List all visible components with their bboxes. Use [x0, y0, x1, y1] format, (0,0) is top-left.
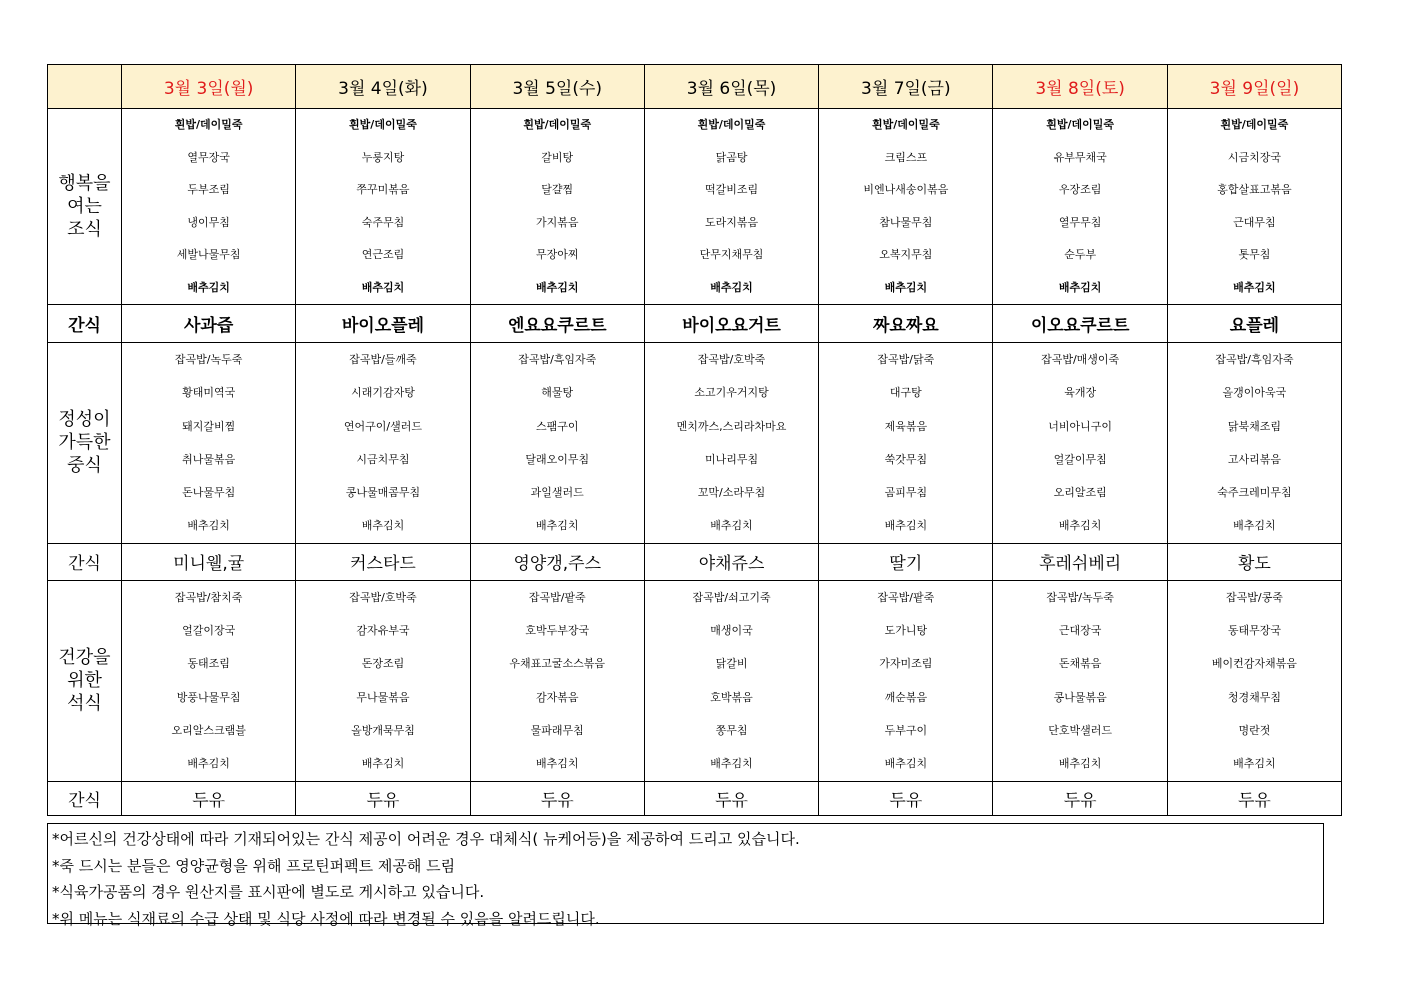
menu-item: 오복지무침 — [879, 248, 933, 261]
menu-item: 배추김치 — [361, 519, 405, 533]
menu-item: 비엔나새송이볶음 — [863, 183, 949, 196]
menu-item: 흰밥/데이밀죽 — [1220, 118, 1289, 131]
menu-cell — [644, 580, 818, 781]
menu-item: 우장조림 — [1058, 183, 1102, 196]
menu-item: 잡곡밥/녹두죽 — [1046, 590, 1114, 604]
snack-cell: 두유 — [296, 781, 470, 815]
breakfast-row — [48, 109, 1342, 305]
menu-item: 미나리무침 — [704, 452, 759, 466]
menu-cell — [122, 580, 296, 781]
menu-cell — [1167, 580, 1341, 781]
menu-item: 잡곡밥/콩죽 — [1226, 590, 1283, 604]
menu-item: 잡곡밥/매생이죽 — [1041, 353, 1120, 366]
snack-row-lunch — [48, 543, 1342, 580]
menu-item: 흰밥/데이밀죽 — [174, 118, 243, 131]
menu-item: 참나물무침 — [879, 215, 933, 229]
snack-cell: 두유 — [819, 781, 993, 815]
menu-item: 흰밥/데이밀죽 — [1046, 118, 1115, 131]
menu-item: 열무무침 — [1058, 215, 1102, 229]
lunch-row — [48, 343, 1342, 544]
snack-cell: 엔요요쿠르트 — [470, 305, 644, 343]
snack-cell: 두유 — [1167, 781, 1341, 815]
menu-cell — [122, 109, 296, 305]
menu-item: 배추김치 — [1233, 280, 1276, 294]
menu-item: 육개장 — [1064, 386, 1097, 400]
row-label-line: 행복을 — [58, 173, 111, 194]
snack-cell: 두유 — [644, 781, 818, 815]
menu-item: 매생이국 — [710, 624, 753, 638]
menu-item: 닭북채조림 — [1227, 419, 1281, 433]
menu-item: 배추김치 — [1233, 757, 1276, 771]
menu-item: 가지볶음 — [535, 215, 579, 229]
menu-item: 배추김치 — [710, 280, 753, 294]
menu-item: 시금치무침 — [356, 452, 410, 466]
menu-item: 근대장국 — [1058, 624, 1102, 638]
dinner-label — [48, 580, 122, 781]
snack-cell: 이오요쿠르트 — [993, 305, 1167, 343]
menu-item: 유부무채국 — [1053, 150, 1107, 164]
notes-box — [47, 823, 1324, 928]
snack-cell: 미니웰,귤 — [122, 543, 296, 580]
menu-item: 열무장국 — [187, 150, 230, 164]
menu-item: 달래오이무침 — [525, 452, 590, 466]
menu-item: 단무지채무침 — [699, 248, 764, 261]
menu-item: 배추김치 — [1058, 280, 1102, 294]
menu-cell — [1167, 109, 1341, 305]
menu-item: 오리알조림 — [1053, 486, 1107, 500]
menu-item: 숙주무침 — [361, 215, 405, 229]
menu-item: 너비아니구이 — [1048, 419, 1113, 433]
snack-label: 간식 — [48, 543, 122, 580]
menu-item: 잡곡밥/호박죽 — [697, 353, 766, 366]
menu-item: 배추김치 — [1058, 519, 1102, 533]
menu-cell — [993, 580, 1167, 781]
menu-item: 순두부 — [1064, 248, 1097, 261]
snack-cell: 야채쥬스 — [644, 543, 818, 580]
menu-item: 배추김치 — [884, 280, 928, 294]
menu-item: 크림스프 — [884, 150, 928, 164]
row-label-line: 조식 — [67, 219, 102, 240]
menu-item: 곰피무침 — [884, 486, 928, 500]
lunch-label — [48, 343, 122, 544]
menu-item: 돈장조림 — [361, 657, 405, 671]
menu-item: 흰밥/데이밀죽 — [697, 118, 766, 131]
row-label-line: 건강을 — [58, 647, 111, 669]
menu-cell — [819, 109, 993, 305]
snack-row-morning — [48, 305, 1342, 343]
day-header: 3월 7일(금) — [819, 65, 993, 109]
menu-item: 무장아찌 — [535, 248, 579, 261]
menu-item: 호박두부장국 — [525, 624, 590, 638]
menu-item: 가자미조림 — [879, 657, 933, 671]
menu-item: 잡곡밥/흑임자죽 — [518, 353, 597, 366]
menu-item: 쭈꾸미볶음 — [356, 183, 410, 196]
menu-item: 취나물볶음 — [182, 452, 236, 466]
menu-cell — [1167, 343, 1341, 544]
menu-item: 올갱이아욱국 — [1222, 386, 1287, 400]
row-label-line: 중식 — [67, 455, 102, 477]
menu-item: 배추김치 — [187, 280, 230, 294]
menu-item: 흰밥/데이밀죽 — [871, 118, 940, 131]
menu-item: 세발나물무침 — [176, 248, 241, 261]
snack-cell: 바이오플레 — [296, 305, 470, 343]
menu-item: 잡곡밥/들깨죽 — [349, 353, 417, 366]
menu-item: 꼬막/소라무침 — [697, 486, 766, 500]
menu-cell — [122, 343, 296, 544]
menu-item: 닭갈비 — [715, 657, 748, 671]
snack-cell: 커스타드 — [296, 543, 470, 580]
weekly-menu-table — [47, 64, 1342, 816]
corner-cell — [48, 65, 122, 109]
menu-item: 동태무장국 — [1227, 624, 1281, 638]
menu-item: 배추김치 — [1233, 519, 1276, 533]
menu-item: 갈비탕 — [541, 150, 574, 164]
menu-item: 우채표고굴소스볶음 — [509, 657, 606, 671]
menu-item: 배추김치 — [535, 519, 579, 533]
snack-label: 간식 — [48, 781, 122, 815]
menu-item: 얼갈이무침 — [1053, 452, 1107, 466]
menu-item: 제육볶음 — [884, 419, 928, 433]
day-header: 3월 4일(화) — [296, 65, 470, 109]
day-header: 3월 3일(월) — [122, 65, 296, 109]
menu-item: 연근조림 — [361, 248, 405, 261]
menu-item: 배추김치 — [361, 280, 405, 294]
menu-item: 배추김치 — [187, 757, 230, 771]
note-line: *어르신의 건강상태에 따라 기재되어있는 간식 제공이 어려운 경우 대체식( 뉴케어등)을 제공하여 드리고 있습니다. — [52, 830, 800, 848]
menu-item: 두부조림 — [187, 183, 230, 196]
menu-cell — [819, 580, 993, 781]
menu-item: 잡곡밥/팥죽 — [528, 590, 586, 604]
snack-cell: 딸기 — [819, 543, 993, 580]
header-row — [48, 65, 1342, 109]
day-header: 3월 8일(토) — [993, 65, 1167, 109]
menu-item: 배추김치 — [187, 519, 230, 533]
menu-item: 베이컨감자채볶음 — [1211, 657, 1297, 671]
day-header: 3월 5일(수) — [470, 65, 644, 109]
menu-item: 쫑무침 — [715, 723, 748, 737]
menu-item: 배추김치 — [361, 757, 405, 771]
menu-item: 콩나물볶음 — [1053, 690, 1107, 704]
menu-item: 동태조림 — [187, 657, 230, 671]
menu-item: 흰밥/데이밀죽 — [349, 118, 417, 131]
menu-item: 배추김치 — [884, 519, 928, 533]
day-header: 3월 9일(일) — [1167, 65, 1341, 109]
menu-item: 두부구이 — [884, 723, 928, 737]
menu-item: 돼지갈비찜 — [182, 419, 236, 433]
menu-item: 감자볶음 — [535, 690, 579, 704]
snack-cell: 영양갱,주스 — [470, 543, 644, 580]
row-label-line: 가득한 — [58, 432, 111, 454]
note-line: *식육가공품의 경우 원산지를 표시판에 별도로 게시하고 있습니다. — [52, 883, 485, 901]
menu-item: 배추김치 — [710, 519, 753, 533]
menu-item: 멘치까스,스리라차마요 — [676, 419, 787, 433]
menu-item: 연어구이/샐러드 — [343, 419, 422, 433]
menu-cell — [296, 343, 470, 544]
menu-item: 과일샐러드 — [530, 486, 584, 500]
menu-item: 근대무침 — [1233, 215, 1276, 229]
menu-item: 소고기우거지탕 — [694, 386, 769, 400]
menu-item: 스팸구이 — [535, 419, 579, 433]
day-header: 3월 6일(목) — [644, 65, 818, 109]
menu-item: 닭곰탕 — [715, 150, 748, 164]
dinner-row — [48, 580, 1342, 781]
menu-item: 고사리볶음 — [1227, 452, 1281, 466]
menu-item: 돈나물무침 — [182, 486, 236, 500]
menu-item: 잡곡밥/팥죽 — [877, 590, 935, 604]
menu-item: 명란젓 — [1238, 723, 1271, 737]
snack-cell: 짜요짜요 — [819, 305, 993, 343]
menu-item: 콩나물매콤무침 — [345, 486, 421, 500]
menu-cell — [470, 343, 644, 544]
snack-cell: 두유 — [122, 781, 296, 815]
snack-row-dinner — [48, 781, 1342, 815]
menu-item: 올방개묵무침 — [351, 723, 415, 737]
menu-item: 배추김치 — [1058, 757, 1102, 771]
menu-item: 배추김치 — [535, 757, 579, 771]
menu-item: 쑥갓무침 — [884, 452, 928, 466]
menu-item: 도가니탕 — [884, 624, 928, 638]
menu-cell — [993, 343, 1167, 544]
snack-cell: 두유 — [470, 781, 644, 815]
menu-item: 잡곡밥/호박죽 — [349, 590, 417, 604]
snack-cell: 바이오요거트 — [644, 305, 818, 343]
row-label-line: 여는 — [67, 196, 102, 217]
menu-item: 홍합살표고볶음 — [1217, 183, 1292, 196]
menu-item: 청경채무침 — [1227, 690, 1281, 704]
menu-item: 돈채볶음 — [1058, 657, 1102, 671]
menu-cell — [470, 580, 644, 781]
menu-cell — [644, 343, 818, 544]
menu-item: 떡갈비조림 — [704, 183, 759, 196]
menu-item: 무나물볶음 — [356, 690, 410, 704]
menu-item: 배추김치 — [710, 757, 753, 771]
snack-cell: 황도 — [1167, 543, 1341, 580]
menu-cell — [296, 580, 470, 781]
menu-item: 황태미역국 — [182, 386, 236, 400]
menu-item: 얼갈이장국 — [182, 624, 236, 638]
snack-cell: 후레쉬베리 — [993, 543, 1167, 580]
breakfast-label — [48, 109, 122, 305]
row-label-line: 위한 — [67, 670, 102, 692]
menu-item: 도라지볶음 — [704, 215, 759, 229]
menu-item: 방풍나물무침 — [176, 690, 241, 704]
menu-item: 잡곡밥/닭죽 — [877, 353, 935, 366]
menu-item: 대구탕 — [889, 386, 922, 400]
menu-item: 깨순볶음 — [884, 690, 928, 704]
menu-item: 호박볶음 — [710, 690, 753, 704]
menu-cell — [296, 109, 470, 305]
menu-item: 배추김치 — [884, 757, 928, 771]
menu-item: 단호박샐러드 — [1048, 723, 1113, 737]
menu-item: 톳무침 — [1238, 248, 1271, 261]
menu-item: 오리알스크램블 — [171, 723, 246, 737]
note-line: *위 메뉴는 식재료의 수급 상태 및 식당 사정에 따라 변경될 수 있음을 알려드립니다. — [52, 909, 600, 928]
menu-item: 배추김치 — [535, 280, 579, 294]
menu-item: 잡곡밥/쇠고기죽 — [692, 590, 771, 604]
menu-item: 시래기감자탕 — [351, 386, 415, 400]
snack-cell: 두유 — [993, 781, 1167, 815]
menu-item: 해물탕 — [541, 386, 574, 400]
row-label-line: 석식 — [67, 693, 102, 715]
menu-item: 달걀찜 — [541, 183, 574, 196]
snack-cell: 요플레 — [1167, 305, 1341, 343]
menu-cell — [993, 109, 1167, 305]
menu-cell — [644, 109, 818, 305]
menu-cell — [470, 109, 644, 305]
snack-label: 간식 — [48, 305, 122, 343]
menu-item: 냉이무침 — [187, 215, 230, 229]
menu-item: 감자유부국 — [356, 624, 410, 638]
menu-item: 잡곡밥/참치죽 — [174, 590, 243, 604]
snack-cell: 사과즙 — [122, 305, 296, 343]
note-line: *죽 드시는 분들은 영양균형을 위해 프로틴퍼펙트 제공해 드림 — [52, 856, 456, 875]
menu-item: 물파래무침 — [530, 723, 584, 737]
menu-item: 누룽지탕 — [361, 150, 405, 164]
row-label-line: 정성이 — [58, 409, 111, 431]
menu-item: 잡곡밥/녹두죽 — [174, 353, 243, 366]
menu-item: 흰밥/데이밀죽 — [523, 118, 592, 131]
menu-cell — [819, 343, 993, 544]
menu-item: 잡곡밥/흑임자죽 — [1215, 353, 1294, 366]
menu-item: 숙주크레미무침 — [1217, 486, 1292, 500]
menu-item: 시금치장국 — [1227, 150, 1281, 164]
